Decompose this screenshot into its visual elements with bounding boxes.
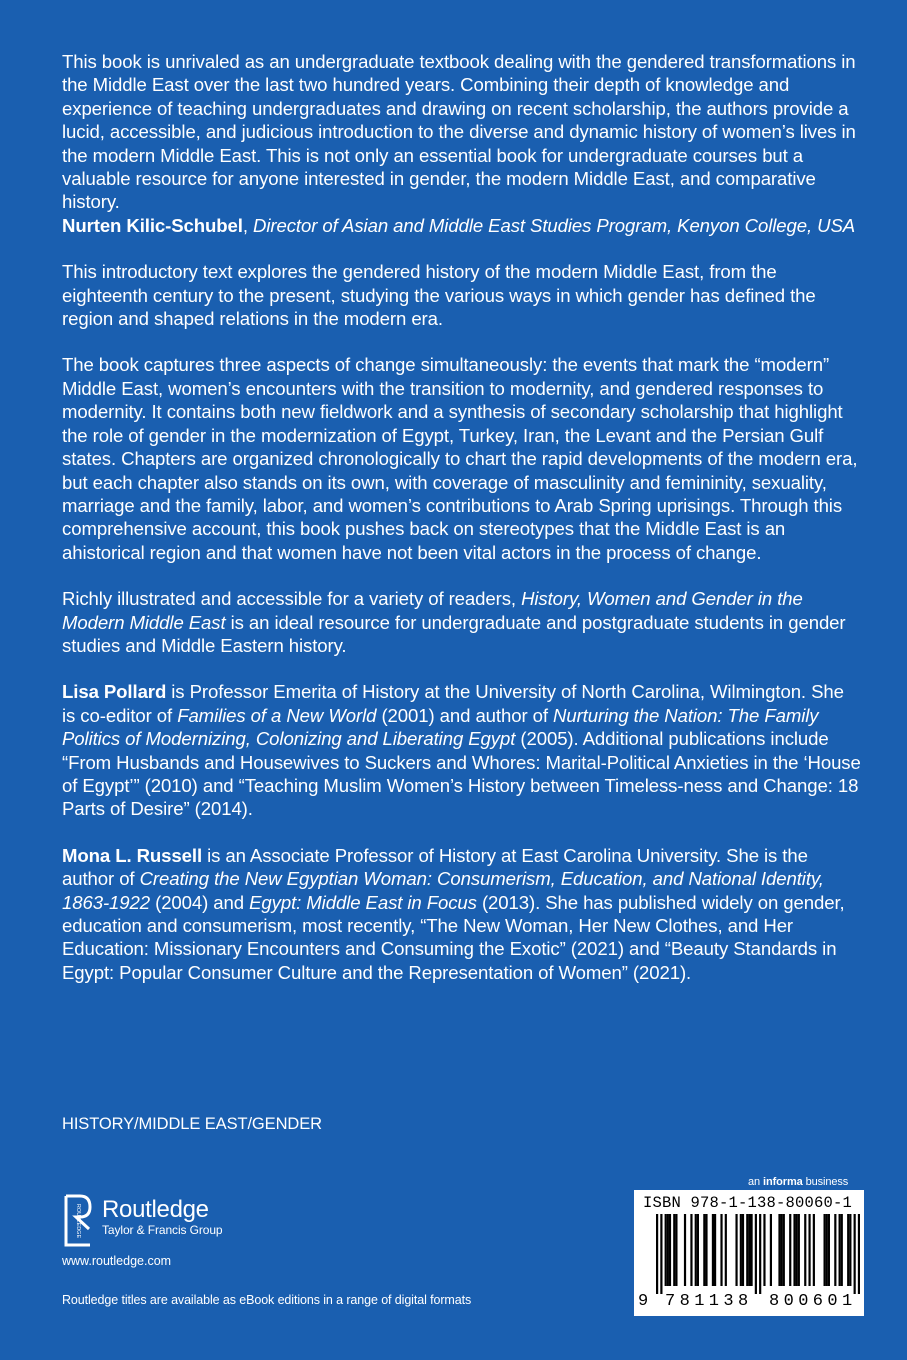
pollard-bio-text-1: is Professor Emerita of History at the University of North Carolina, Wilmington. She is co-editor of xyxy=(62,681,844,726)
pollard-bio xyxy=(62,680,862,820)
illustrated-before: Richly illustrated and accessible for a variety of readers, xyxy=(62,588,522,610)
russell-bio-text-2: (2004) and xyxy=(150,891,250,913)
reviewer-name: Nurten Kilic-Schubel xyxy=(62,214,243,236)
barcode-bar xyxy=(781,1214,783,1286)
publisher-name: Routledge xyxy=(102,1196,209,1223)
barcode-bar xyxy=(735,1214,737,1286)
reviewer-title: Director of Asian and Middle East Studies Program, Kenyon College, USA xyxy=(253,214,856,236)
barcode-bar xyxy=(695,1214,697,1286)
reviewer-separator: , xyxy=(242,214,254,236)
barcode-bar xyxy=(750,1214,752,1286)
russell-name: Mona L. Russell xyxy=(62,844,203,866)
barcode-bar xyxy=(823,1214,825,1286)
barcode-bar xyxy=(847,1214,849,1286)
barcode-digit: 8 xyxy=(679,1292,690,1311)
barcode-bar xyxy=(839,1214,841,1286)
barcode-bar xyxy=(813,1214,815,1286)
routledge-mark-icon xyxy=(62,1193,94,1249)
barcode-bar xyxy=(796,1214,798,1286)
review-paragraph xyxy=(62,50,862,237)
barcode-bar xyxy=(858,1214,860,1294)
aspects-paragraph: The book captures three aspects of change simultaneously: the events that mark the “modern” Middle East, women’s encounters with the transition to modernity, and gendered responses to modernity. It contains both new fieldwork and a synthesis of secondary scholarship that highlight the role of gender in the modernization of Egypt, Turkey, Iran, the Levant and the Persian Gulf states. Chapters are organized chronologically to chart the rapid developments of the modern era, but each chapter also stands on its own, with coverage of masculinity and femininity, sexuality, marriage and the family, labor, and women’s contributions to Arab Spring uprisings. Through this comprehensive account, this book pushes back on stereotypes that the Middle East is an ahistorical region and that women have not been vital actors in the process of change. xyxy=(62,354,858,563)
publisher-group: Taylor & Francis Group xyxy=(102,1223,223,1237)
russell-book-1: Creating the New Egyptian Woman: Consumerism, Education, and National Identity, 1863-1922 xyxy=(62,868,824,913)
logo-mark-text: ROUTLEDGE xyxy=(75,1203,81,1239)
russell-bio-text-1: is an Associate Professor of History at East Carolina University. She is the author of xyxy=(62,844,808,890)
barcode-bar xyxy=(703,1214,705,1286)
barcode-bar xyxy=(854,1214,856,1294)
barcode-bar xyxy=(755,1214,757,1294)
barcode-bar xyxy=(660,1214,662,1294)
barcode-bar xyxy=(798,1214,800,1286)
pollard-book-1: Families of a New World xyxy=(177,704,377,726)
barcode-digit: 6 xyxy=(812,1292,823,1311)
barcode-bar xyxy=(763,1214,765,1286)
barcode-bar xyxy=(778,1214,780,1286)
barcode-bar xyxy=(675,1214,677,1286)
barcode-bar xyxy=(849,1214,851,1286)
barcode-icon xyxy=(656,1214,860,1294)
barcode-bar xyxy=(742,1214,744,1286)
barcode-bar xyxy=(697,1214,699,1286)
barcode-digit: 9 xyxy=(638,1292,649,1311)
publisher-url: www.routledge.com xyxy=(62,1254,172,1268)
barcode-digit: 1 xyxy=(694,1292,705,1311)
barcode-bar xyxy=(748,1214,750,1286)
barcode-bar xyxy=(808,1214,810,1286)
pollard-name: Lisa Pollard xyxy=(62,681,167,703)
barcode-digit: 8 xyxy=(738,1292,749,1311)
russell-bio-text-3: (2013). She has published widely on gender, education and consumerism, most recently, “The New Woman, Her New Clothes, and Her Education: Missionary Encounters and Consuming the Exotic” (2021) and “Beauty Standards in Egypt: Popular Consumer Culture and the Representation of Women” (2021). xyxy=(62,891,845,983)
russell-book-2: Egypt: Middle East in Focus xyxy=(249,891,477,913)
book-title: History, Women and Gender in the Modern Middle East xyxy=(62,588,803,633)
barcode-bar xyxy=(667,1214,669,1286)
barcode-bar xyxy=(673,1214,675,1286)
review-text: This book is unrivaled as an undergraduate textbook dealing with the gendered transformations in the Middle East over the last two hundred years. Combining their depth of knowledge and experience of teaching undergraduates and drawing on recent scholarship, the authors provide a lucid, accessible, and judicious introduction to the diverse and dynamic history of women’s lives in the modern Middle East. This is not only an essential book for undergraduate courses but a valuable resource for anyone interested in gender, the modern Middle East, and comparative history. xyxy=(62,51,856,213)
logo-text xyxy=(102,1197,223,1237)
barcode-digit: 8 xyxy=(769,1292,780,1311)
illustrated-paragraph xyxy=(62,587,862,657)
pollard-book-2: Nurturing the Nation: The Family Politics of Modernizing, Colonizing and Liberating Egypt xyxy=(62,704,819,750)
informa-brand: informa xyxy=(763,1176,803,1188)
barcode-bar xyxy=(665,1214,667,1286)
barcode-digit: 0 xyxy=(783,1292,794,1311)
illustrated-after: is an ideal resource for undergraduate and postgraduate students in gender studies and Middle Eastern history. xyxy=(62,611,846,656)
barcode-bar xyxy=(759,1214,761,1294)
barcode-digit: 0 xyxy=(827,1292,838,1311)
barcode-digit: 0 xyxy=(798,1292,809,1311)
back-cover-text xyxy=(62,50,862,984)
barcode-bar xyxy=(828,1214,830,1286)
informa-prefix: an xyxy=(748,1176,763,1188)
barcode-bar xyxy=(740,1214,742,1286)
barcode-bar xyxy=(789,1214,791,1286)
intro-paragraph: This introductory text explores the gendered history of the modern Middle East, from the eighteenth century to the present, studying the various ways in which gender has defined the region and shaped relations in the modern era. xyxy=(62,261,816,330)
russell-bio xyxy=(62,844,862,984)
barcode-digit: 1 xyxy=(708,1292,719,1311)
barcode-digit: 7 xyxy=(665,1292,676,1311)
pollard-bio-text-3: (2005). Additional publications include “From Husbands and Housewives to Suckers and Whores: Marital-Political Anxieties in the ‘House of Egypt’” (2010) and “Teaching Muslim Women’s History between Timeless-ness and Change: 18 Parts of Desire” (2014). xyxy=(62,728,861,820)
routledge-logo xyxy=(62,1193,223,1249)
ebook-note: Routledge titles are available as eBook editions in a range of digital formats xyxy=(62,1293,472,1307)
informa-suffix: business xyxy=(802,1176,849,1188)
barcode-bar xyxy=(793,1214,795,1286)
barcode-bar xyxy=(705,1214,707,1286)
barcode-bar xyxy=(834,1214,836,1286)
barcode-bar xyxy=(826,1214,828,1286)
barcode-bar xyxy=(770,1214,772,1286)
barcode-panel xyxy=(634,1190,864,1316)
barcode-bar xyxy=(714,1214,716,1286)
barcode-digit: 3 xyxy=(723,1292,734,1311)
barcode-bar xyxy=(841,1214,843,1286)
barcode-bar xyxy=(712,1214,714,1286)
barcode-digit: 1 xyxy=(842,1292,853,1311)
isbn-label: ISBN 978-1-138-80060-1 xyxy=(643,1194,853,1212)
subject-category: HISTORY/MIDDLE EAST/GENDER xyxy=(62,1115,322,1133)
barcode-bar xyxy=(746,1214,748,1286)
barcode-bar xyxy=(684,1214,686,1286)
informa-tagline xyxy=(748,1176,848,1188)
pollard-bio-text-2: (2001) and author of xyxy=(376,704,554,726)
barcode-bar xyxy=(669,1214,671,1286)
barcode-bar xyxy=(656,1214,658,1294)
barcode-bar xyxy=(720,1214,722,1286)
barcode-bar xyxy=(725,1214,727,1286)
barcode-bar xyxy=(783,1214,785,1286)
barcode-bar xyxy=(804,1214,806,1286)
barcode-bar xyxy=(690,1214,692,1286)
